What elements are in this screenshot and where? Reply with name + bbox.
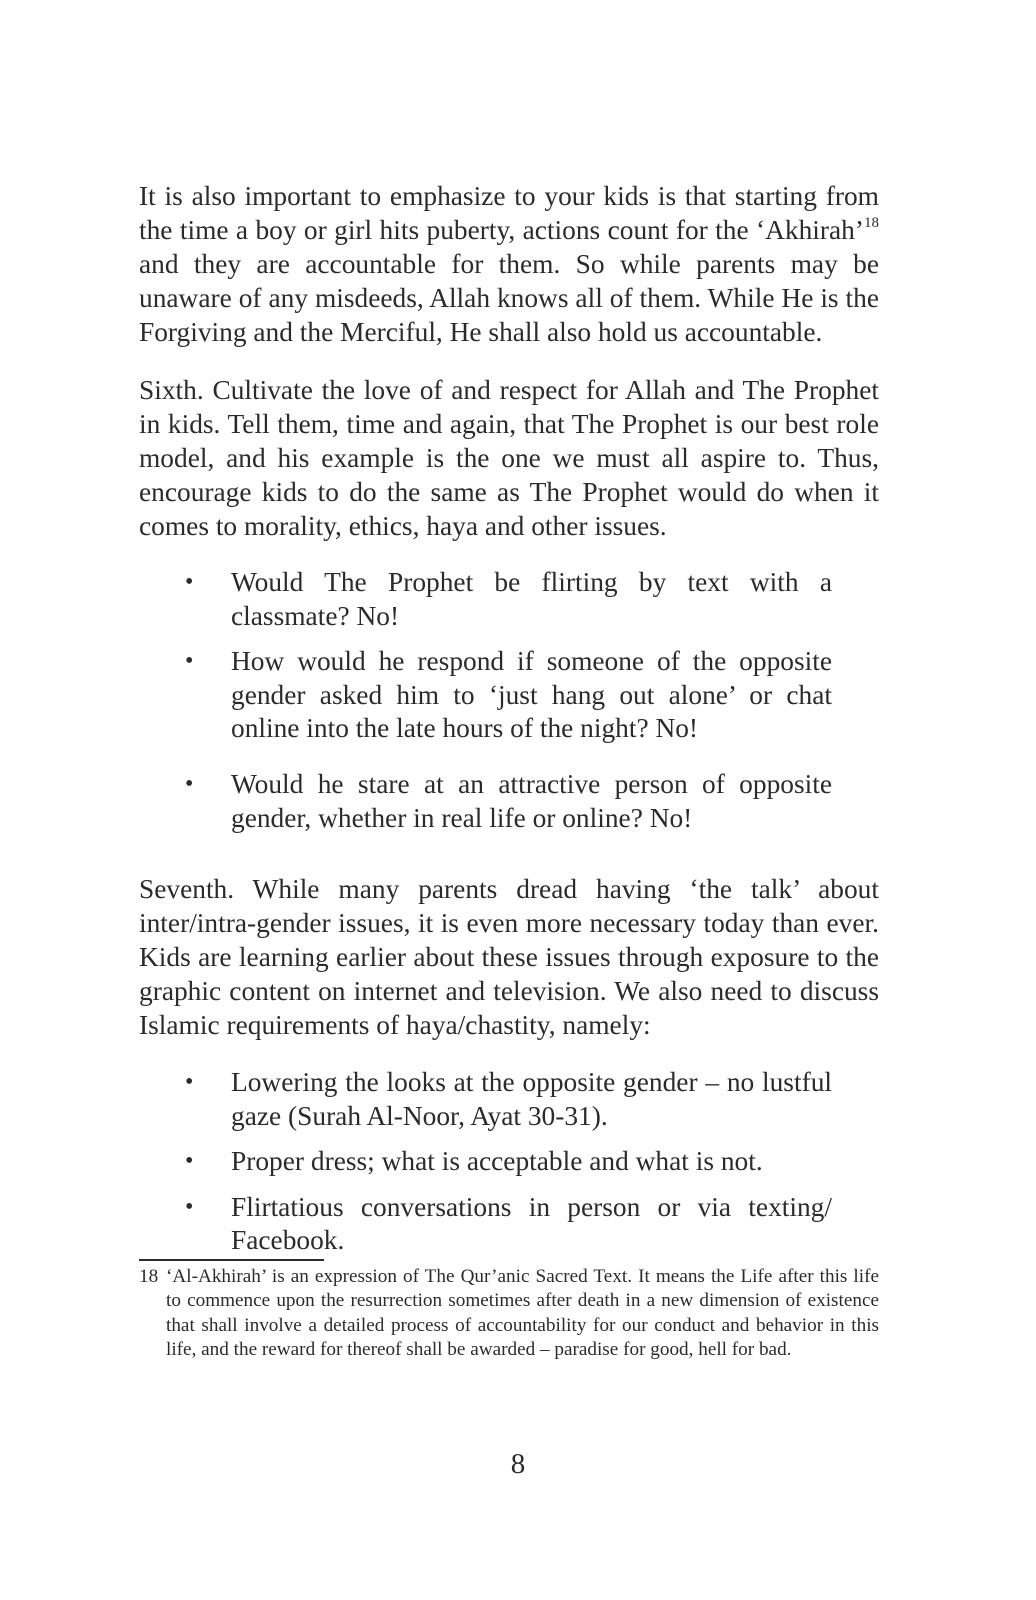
paragraph-akhirah-text-end: and they are accountable for them. So while parents may be unaware of any misdeeds, Allah knows all of them. While He is the Forgiving and the Merciful, He shall also hold us accountable.	[139, 249, 879, 348]
footnote-reference[interactable]: 18	[864, 214, 879, 231]
list-item	[139, 1145, 832, 1179]
list-item-text: Would The Prophet be flirting by text with a classmate? No!	[231, 567, 832, 631]
footnote	[139, 1265, 879, 1362]
page-number: 8	[510, 1448, 526, 1480]
list-item	[139, 1066, 832, 1133]
list-item-text: Would he stare at an attractive person of opposite gender, whether in real life or online? No!	[231, 768, 832, 833]
list-item-text: Proper dress; what is acceptable and what is not.	[231, 1146, 763, 1177]
paragraph-akhirah	[139, 179, 879, 349]
paragraph-sixth: Sixth. Cultivate the love of and respect for Allah and The Prophet in kids. Tell them, time and again, that The Prophet is our best role model, and his example is the one we must all aspire to. Thus, encourage kids to do the same as The Prophet would do when it comes to morality, ethics, haya and other issues.	[139, 375, 879, 542]
list-item	[139, 1191, 832, 1258]
bullet-icon: •	[185, 1069, 194, 1095]
list-item	[139, 566, 832, 633]
bullet-icon: •	[185, 569, 194, 595]
bullet-icon: •	[185, 648, 194, 675]
bullet-icon: •	[185, 770, 194, 797]
list-item-text: Lowering the looks at the opposite gender – no lustful gaze (Surah Al-Noor, Ayat 30-31).	[231, 1067, 832, 1131]
bullet-icon: •	[185, 1148, 194, 1175]
prophet-questions-list	[139, 566, 879, 835]
list-item	[139, 645, 832, 746]
bullet-icon: •	[185, 1193, 194, 1220]
footnote-number: 18	[139, 1266, 159, 1287]
haya-requirements-list	[139, 1066, 879, 1258]
paragraph-akhirah-text-start: It is also important to emphasize to your kids is that starting from the time a boy or girl hits puberty, actions count for the ‘Akhirah’	[139, 181, 879, 246]
paragraph-seventh: Seventh. While many parents dread having ‘the talk’ about inter/intra-gender issues, it is even more necessary today than ever. Kids are learning earlier about these issues through exposure to the graphic content on internet and television. We also need to discuss Islamic requirements of haya/chastity, namely:	[139, 874, 879, 1041]
footnote-divider	[139, 1259, 324, 1261]
list-item	[139, 768, 832, 835]
list-item-text: How would he respond if someone of the opposite gender asked him to ‘just hang out alone’ or chat online into the late hours of the night? No!	[231, 646, 832, 744]
list-item-text: Flirtatious conversations in person or via texting/ Facebook.	[231, 1191, 832, 1256]
footnote-text: ‘Al-Akhirah’ is an expression of The Qur’anic Sacred Text. It means the Life after this life to commence upon the resurrection sometimes after death in a new dimension of existence that shall involve a detailed process of accountability for our conduct and behavior in this life, and the reward for thereof shall be awarded – paradise for good, hell for bad.	[166, 1266, 879, 1360]
